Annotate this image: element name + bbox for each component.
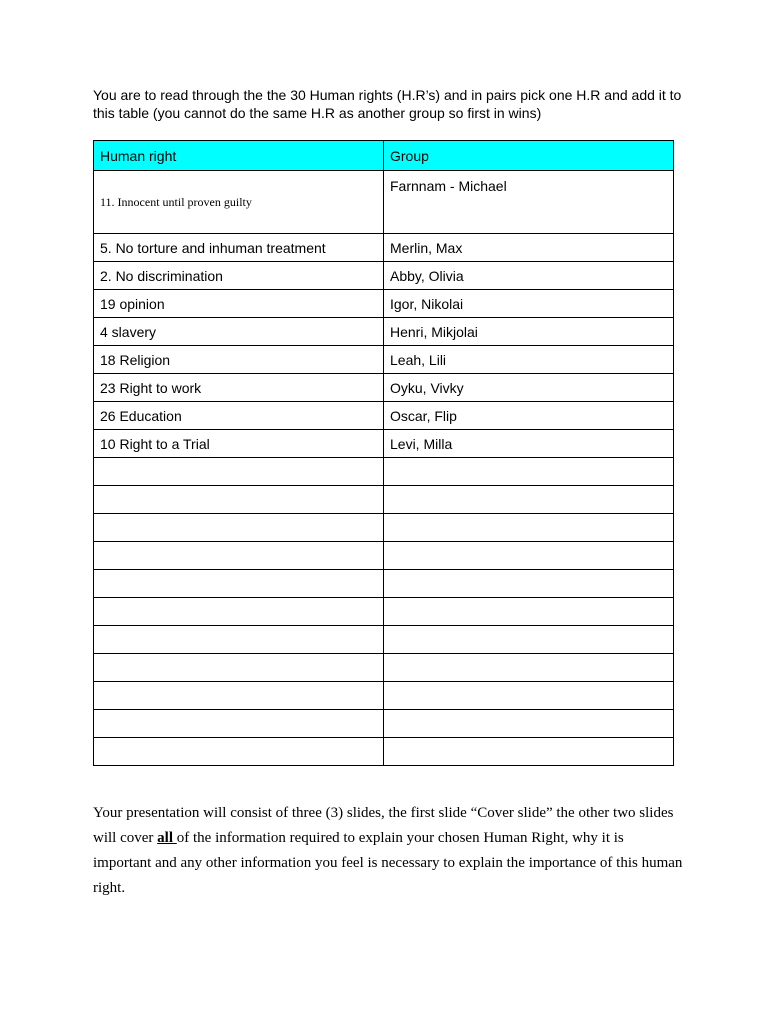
table-header-row [94,141,674,171]
human-right-cell [94,486,384,514]
table-row-empty [94,738,674,766]
human-right-cell: 23 Right to work [94,374,384,402]
human-rights-table [93,140,674,766]
table-row-empty [94,682,674,710]
human-right-cell: 10 Right to a Trial [94,430,384,458]
human-right-cell [94,598,384,626]
table-row-empty [94,542,674,570]
group-cell [384,458,674,486]
group-cell [384,542,674,570]
group-cell: Igor, Nikolai [384,290,674,318]
table-row-empty [94,514,674,542]
table-row-empty [94,458,674,486]
group-cell [384,710,674,738]
table-row [94,234,674,262]
human-right-cell: 5. No torture and inhuman treatment [94,234,384,262]
presentation-instructions [93,801,683,901]
human-right-cell [94,626,384,654]
table-row [94,171,674,234]
header-human-right: Human right [94,141,384,171]
human-right-cell [94,710,384,738]
group-cell [384,598,674,626]
human-right-cell [94,458,384,486]
table-row [94,374,674,402]
human-right-cell: 26 Education [94,402,384,430]
header-group: Group [384,141,674,171]
human-right-cell [94,570,384,598]
group-cell: Oyku, Vivky [384,374,674,402]
outro-text-end: of the information required to explain your chosen Human Right, why it is important and any other information you feel is necessary to explain the importance of this human right. [93,830,683,896]
table-row-empty [94,710,674,738]
table-row [94,430,674,458]
human-right-cell: 2. No discrimination [94,262,384,290]
human-right-cell: 11. Innocent until proven guilty [94,171,384,234]
group-cell [384,682,674,710]
table-row-empty [94,654,674,682]
table-row [94,290,674,318]
group-cell [384,514,674,542]
outro-text-start: Your presentation will consist of three (3) slides, the first slide “Cover slide” the other two slides will cover [93,805,674,846]
human-right-cell [94,514,384,542]
group-cell [384,738,674,766]
table-row [94,346,674,374]
group-cell: Abby, Olivia [384,262,674,290]
human-right-cell [94,682,384,710]
table-row [94,318,674,346]
table-row-empty [94,626,674,654]
table-row-empty [94,486,674,514]
group-cell [384,486,674,514]
human-right-cell: 4 slavery [94,318,384,346]
table-row [94,402,674,430]
instructions-text: You are to read through the the 30 Human rights (H.R’s) and in pairs pick one H.R and add it to this table (you cannot do the same H.R as another group so first in wins) [93,87,682,121]
human-right-cell [94,542,384,570]
group-cell: Henri, Mikjolai [384,318,674,346]
group-cell: Farnnam - Michael [384,171,674,234]
human-right-cell: 18 Religion [94,346,384,374]
group-cell [384,570,674,598]
table-row-empty [94,570,674,598]
group-cell [384,654,674,682]
table-row-empty [94,598,674,626]
human-right-cell: 19 opinion [94,290,384,318]
group-cell [384,626,674,654]
group-cell: Merlin, Max [384,234,674,262]
group-cell: Leah, Lili [384,346,674,374]
group-cell: Levi, Milla [384,430,674,458]
human-right-cell [94,654,384,682]
table-row [94,262,674,290]
group-cell: Oscar, Flip [384,402,674,430]
outro-emphasis-all: all [157,830,177,846]
human-right-cell [94,738,384,766]
